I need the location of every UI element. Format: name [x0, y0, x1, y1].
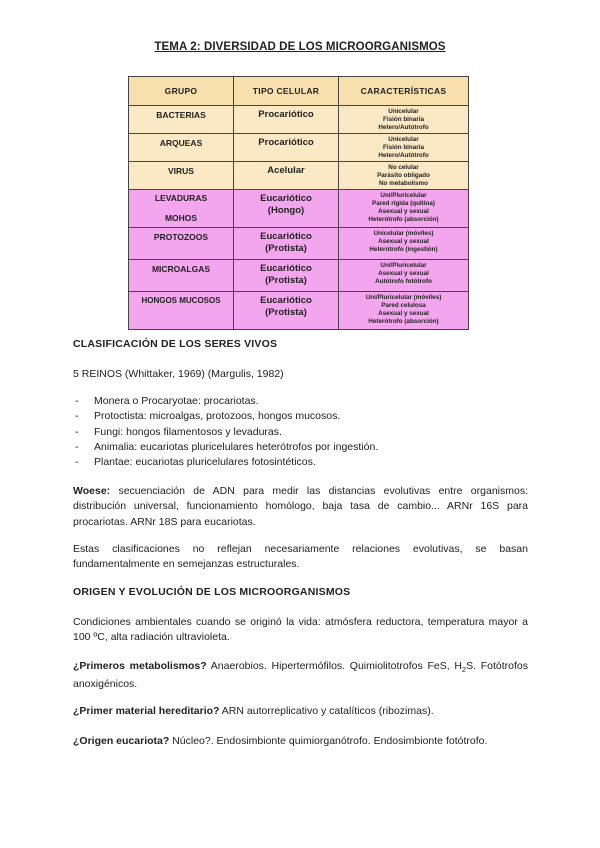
caracteristicas-cell: Unicelular Fisión binaria Hetero/Autótrofo	[339, 106, 469, 134]
table-row	[129, 291, 469, 329]
grupo-cell: PROTOZOOS	[129, 227, 234, 259]
tipo-cell: Procariótico	[234, 106, 339, 134]
table-row	[129, 227, 469, 259]
header-tipo-celular: TIPO CELULAR	[234, 77, 339, 106]
list-item: - Monera o Procaryotae: procariotas.	[73, 394, 378, 409]
question-metabolismos	[73, 659, 528, 693]
tipo-cell: Eucariótico (Protista)	[234, 291, 339, 329]
grupo-cell: ARQUEAS	[129, 133, 234, 161]
tipo-cell: Procariótico	[234, 133, 339, 161]
caracteristicas-cell: Uni/Pluricelular (móviles) Pared celulosa Asexual y sexual Heterótrofo (absorción)	[339, 291, 469, 329]
question-material-hereditario	[73, 704, 528, 719]
question-text: Núcleo?. Endosimbionte quimiorganótrofo. Endosimbionte fotótrofo.	[169, 735, 488, 747]
question-text: Anaerobios. Hipertermófilos. Quimiolitotrofos FeS, H	[206, 660, 462, 672]
conditions-paragraph: Condiciones ambientales cuando se originó la vida: atmósfera reductora, temperatura mayor a 100 ºC, alta radiación ultravioleta.	[73, 616, 528, 644]
tipo-cell: Eucariótico (Protista)	[234, 227, 339, 259]
grupo-cell: MICROALGAS	[129, 259, 234, 291]
caracteristicas-cell: Unicelular Fisión binaria Hetero/Autótrofo	[339, 133, 469, 161]
question-label: ¿Origen eucariota?	[73, 735, 170, 747]
table-row	[129, 161, 469, 189]
table-row	[129, 259, 469, 291]
woese-paragraph	[73, 484, 528, 530]
list-item: - Protoctista: microalgas, protozoos, hongos mucosos.	[73, 409, 378, 424]
grupo-cell: HONGOS MUCOSOS	[129, 291, 234, 329]
reinos-line: 5 REINOS (Whittaker, 1969) (Margulis, 1982)	[73, 368, 284, 380]
list-item: - Fungi: hongos filamentosos y levaduras.	[73, 425, 378, 440]
caracteristicas-cell: Uni/Pluricelular Asexual y sexual Autótrofo fotótrofo	[339, 259, 469, 291]
section-heading-origen: ORIGEN Y EVOLUCIÓN DE LOS MICROORGANISMOS	[73, 586, 351, 598]
grupo-cell: LEVADURAS MOHOS	[129, 189, 234, 227]
classification-note: Estas clasificaciones no reflejan necesariamente relaciones evolutivas, se basan fundamentalmente en semejanzas estructurales.	[73, 543, 528, 571]
microorganisms-table	[128, 76, 469, 330]
question-origen-eucariota	[73, 734, 528, 749]
tipo-cell: Eucariótico (Protista)	[234, 259, 339, 291]
caracteristicas-cell: Unicelular (móviles) Asexual y sexual Heterótrofo (ingestión)	[339, 227, 469, 259]
list-item: - Animalia: eucariotas pluricelulares heterótrofos por ingestión.	[73, 440, 378, 455]
caracteristicas-cell: No celular Parásito obligado No metabolismo	[339, 161, 469, 189]
question-text: ARN autorreplicativo y catalíticos (ribozimas).	[219, 705, 434, 717]
subscript: 2	[461, 665, 467, 675]
page-title: TEMA 2: DIVERSIDAD DE LOS MICROORGANISMOS	[154, 41, 446, 53]
question-text: S. Fotótrofos anoxigénicos.	[73, 660, 528, 691]
header-caracteristicas: CARACTERÍSTICAS	[339, 77, 469, 106]
list-item: - Plantae: eucariotas pluricelulares fotosintéticos.	[73, 455, 378, 470]
grupo-cell: VIRUS	[129, 161, 234, 189]
section-heading-clasificacion: CLASIFICACIÓN DE LOS SERES VIVOS	[73, 338, 278, 350]
table-row	[129, 106, 469, 134]
table-row	[129, 133, 469, 161]
grupo-cell: BACTERIAS	[129, 106, 234, 134]
woese-text: secuenciación de ADN para medir las distancias evolutivas entre organismos: distribución universal, funcionamiento homólogo, baja tasa de cambio... ARNr 16S para procariotas. ARNr 18S para eucariotas.	[73, 485, 528, 528]
tipo-cell: Eucariótico (Hongo)	[234, 189, 339, 227]
caracteristicas-cell: Uni/Pluricelular Pared rígida (quitina) Asexual y sexual Heterótrofo (absorción)	[339, 189, 469, 227]
woese-label: Woese:	[73, 485, 111, 497]
table-header-row	[129, 77, 469, 106]
kingdoms-list	[73, 394, 378, 470]
question-label: ¿Primeros metabolismos?	[73, 660, 207, 672]
tipo-cell: Acelular	[234, 161, 339, 189]
header-grupo: GRUPO	[129, 77, 234, 106]
question-label: ¿Primer material hereditario?	[73, 705, 220, 717]
table-row	[129, 189, 469, 227]
